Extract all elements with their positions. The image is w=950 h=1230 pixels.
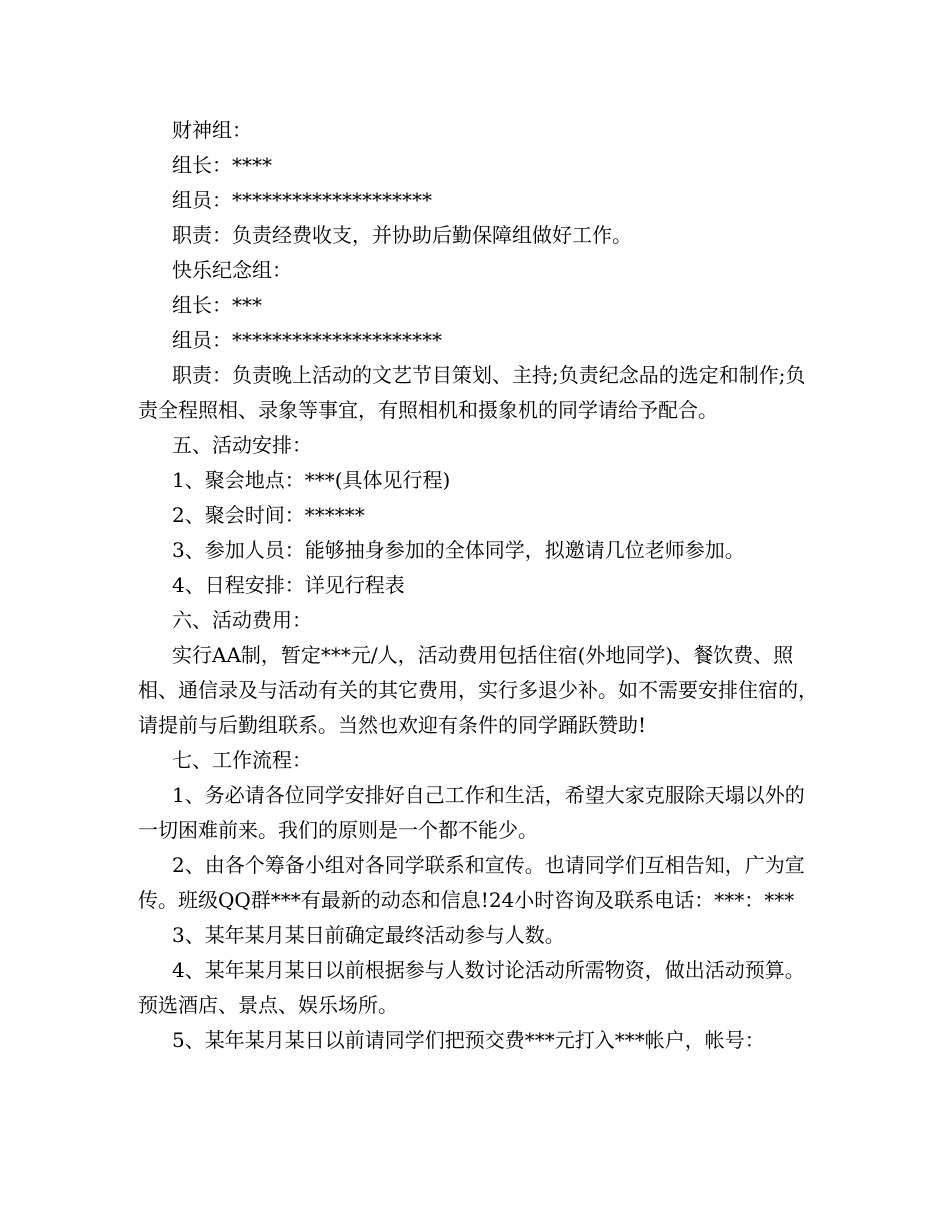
group-memorial-members: 组员：********************* [172,328,442,352]
document-body [138,113,818,1058]
arrangement-schedule: 4、日程安排：详见行程表 [172,573,405,597]
workflow-step-5: 5、某年某月某日以前请同学们把预交费***元打入***帐户，帐号： [172,1028,765,1052]
arrangement-time: 2、聚会时间：****** [172,503,365,527]
workflow-step-3: 3、某年某月某日前确定最终活动参与人数。 [172,923,565,947]
arrangement-participants: 3、参加人员：能够抽身参加的全体同学，拟邀请几位老师参加。 [172,538,745,562]
group-caishen-heading: 财神组： [172,118,252,142]
group-memorial-heading: 快乐纪念组： [172,258,292,282]
group-memorial-leader: 组长：*** [172,293,262,317]
arrangement-location: 1、聚会地点：***(具体见行程) [172,468,451,492]
workflow-step-4: 4、某年某月某日以前根据参与人数讨论活动所需物资，做出活动预算。预选酒店、景点、娱乐场所。 [138,958,805,1017]
workflow-step-1: 1、务必请各位同学安排好自己工作和生活，希望大家克服除天塌以外的一切困难前来。我们的原则是一个都不能少。 [138,783,805,842]
section-five-heading: 五、活动安排： [172,433,312,457]
section-seven-heading: 七、工作流程： [172,748,312,772]
group-caishen-members: 组员：******************** [172,188,432,212]
group-memorial-duties: 职责：负责晚上活动的文艺节目策划、主持;负责纪念品的选定和制作;负责全程照相、录象等事宜，有照相机和摄象机的同学请给予配合。 [138,363,806,422]
expenses-paragraph: 实行AA制，暂定***元/人，活动费用包括住宿(外地同学)、餐饮费、照相、通信录及与活动有关的其它费用，实行多退少补。如不需要安排住宿的，请提前与后勤组联系。当然也欢迎有条件的同学踊跃赞助! [138,643,818,737]
group-caishen-duties: 职责：负责经费收支，并协助后勤保障组做好工作。 [172,223,632,247]
workflow-step-2: 2、由各个筹备小组对各同学联系和宣传。也请同学们互相告知，广为宣传。班级QQ群***有最新的动态和信息!24小时咨询及联系电话：***：*** [138,853,805,912]
group-caishen-leader: 组长：**** [172,153,272,177]
section-six-heading: 六、活动费用： [172,608,312,632]
